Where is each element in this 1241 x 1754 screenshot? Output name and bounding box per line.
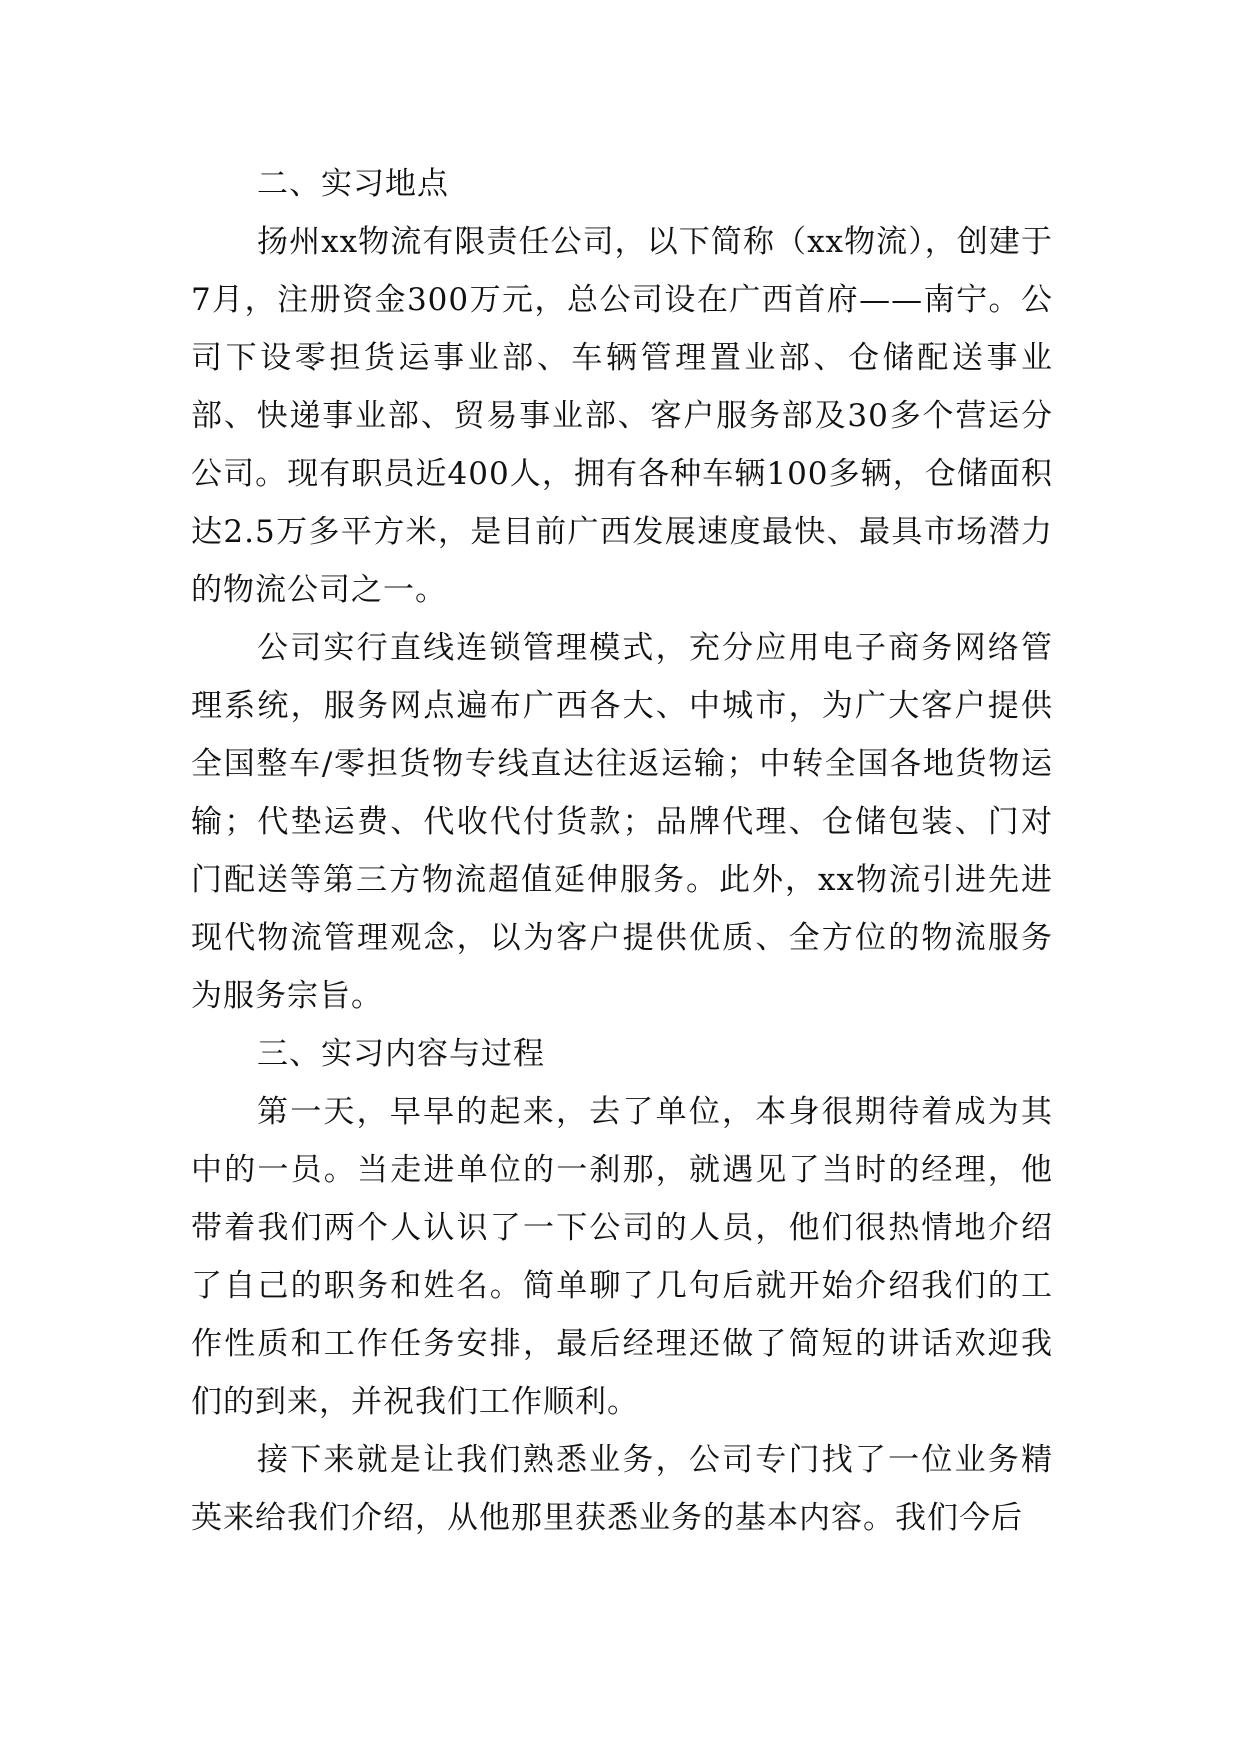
section-heading-location: 二、实习地点 — [257, 166, 449, 202]
paragraph-company-services: 公司实行直线连锁管理模式，充分应用电子商务网络管理系统，服务网点遍布广西各大、中城市，为广大客户提供全国整车/零担货物专线直达往返运输；中转全国各地货物运输；代垫运费、代收代付货款；品牌代理、仓储包装、门对门配送等第三方物流超值延伸服务。此外，xx物流引进先进现代物流管理观念，以为客户提供优质、全方位的物流服务为服务宗旨。 — [191, 630, 1053, 1014]
paragraph-first-day: 第一天，早早的起来，去了单位，本身很期待着成为其中的一员。当走进单位的一刹那，就遇见了当时的经理，他带着我们两个人认识了一下公司的人员，他们很热情地介绍了自己的职务和姓名。简单聊了几句后就开始介绍我们的工作性质和工作任务安排，最后经理还做了简短的讲话欢迎我们的到来，并祝我们工作顺利。 — [191, 1094, 1053, 1420]
paragraph-familiarize-business: 接下来就是让我们熟悉业务，公司专门找了一位业务精英来给我们介绍，从他那里获悉业务的基本内容。我们今后 — [191, 1442, 1053, 1536]
section-heading-content-process: 三、实习内容与过程 — [257, 1036, 545, 1072]
document-page — [191, 155, 1053, 1547]
paragraph-company-intro: 扬州xx物流有限责任公司，以下简称（xx物流），创建于7月，注册资金300万元，总公司设在广西首府——南宁。公司下设零担货运事业部、车辆管理置业部、仓储配送事业部、快递事业部、贸易事业部、客户服务部及30多个营运分公司。现有职员近400人，拥有各种车辆100多辆，仓储面积达2.5万多平方米，是目前广西发展速度最快、最具市场潜力的物流公司之一。 — [191, 224, 1053, 608]
